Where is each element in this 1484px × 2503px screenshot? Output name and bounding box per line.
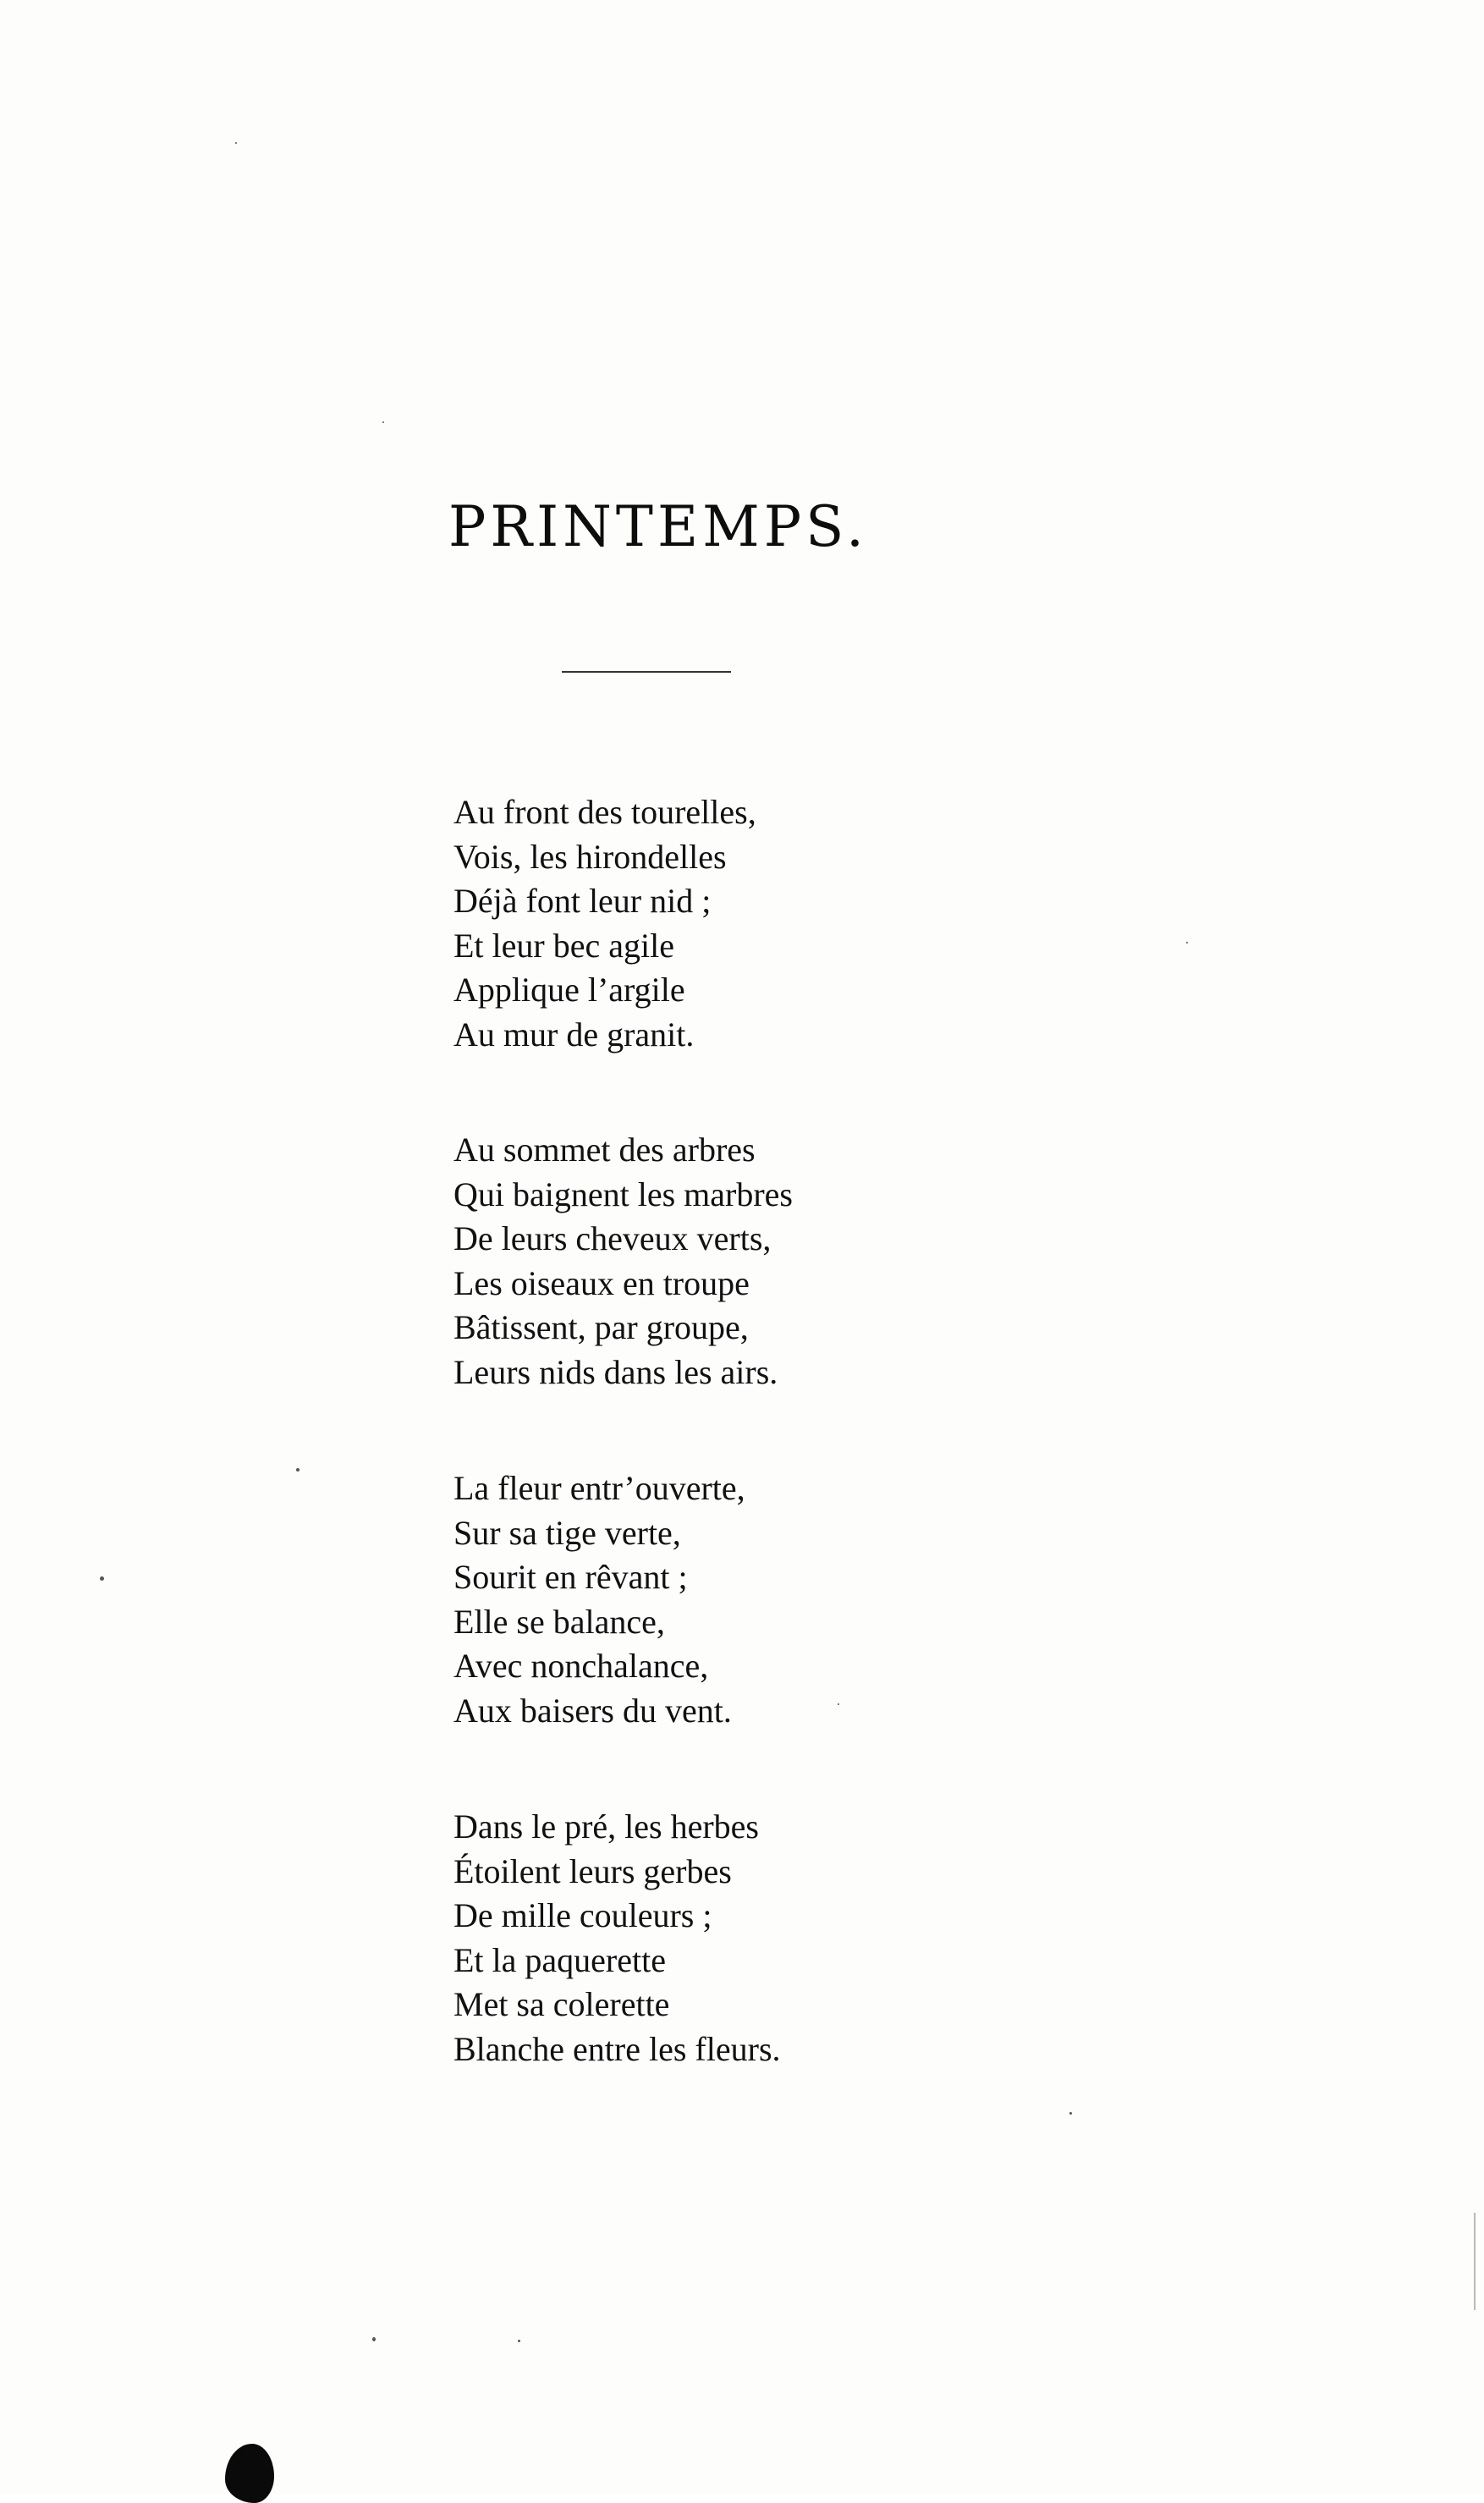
paper-speck (1186, 942, 1188, 943)
paper-speck (100, 1576, 104, 1581)
verse-line: Sur sa tige verte, (453, 1513, 681, 1552)
verse-line: Qui baignent les marbres (453, 1174, 793, 1213)
verse-line: De mille couleurs ; (453, 1896, 712, 1934)
verse-line: Leurs nids dans les airs. (453, 1352, 778, 1391)
paper-speck (382, 421, 384, 423)
margin-line (1474, 2213, 1476, 2310)
verse-line: Avec nonchalance, (453, 1647, 709, 1685)
stanza-2 (453, 1128, 927, 1395)
verse-line: Étoilent leurs gerbes (453, 1851, 732, 1890)
paper-speck (296, 1468, 300, 1472)
paper-speck (235, 142, 237, 144)
verse-line: Au sommet des arbres (453, 1130, 756, 1169)
verse-line: Et leur bec agile (453, 926, 674, 965)
verse-line: Blanche entre les fleurs. (453, 2029, 781, 2068)
paper-speck (372, 2337, 376, 2341)
verse-line: Les oiseaux en troupe (453, 1263, 750, 1302)
verse-line: Applique l’argile (453, 971, 685, 1009)
paper-speck (518, 2340, 520, 2342)
verse-line: Met sa colerette (453, 1985, 670, 2023)
verse-line: Déjà font leur nid ; (453, 882, 712, 920)
stanza-4 (453, 1805, 927, 2071)
ink-blot (225, 2444, 274, 2503)
verse-line: La fleur entr’ouverte, (453, 1469, 745, 1507)
verse-line: Au mur de granit. (453, 1015, 695, 1053)
verse-line: De leurs cheveux verts, (453, 1219, 772, 1257)
paper-speck (838, 1703, 839, 1705)
stanza-1 (453, 790, 927, 1057)
paper-speck (1069, 2112, 1072, 2115)
verse-line: Dans le pré, les herbes (453, 1807, 759, 1846)
verse-line: Au front des tourelles, (453, 793, 756, 831)
verse-line: Vois, les hirondelles (453, 837, 727, 876)
verse-line: Bâtissent, par groupe, (453, 1308, 749, 1346)
verse-line: Aux baisers du vent. (453, 1691, 732, 1730)
verse-line: Elle se balance, (453, 1602, 665, 1641)
poem-title: PRINTEMPS. (448, 494, 868, 559)
verse-line: Sourit en rêvant ; (453, 1558, 688, 1596)
title-rule (562, 671, 731, 673)
stanza-3 (453, 1466, 927, 1733)
verse-line: Et la paquerette (453, 1940, 666, 1979)
